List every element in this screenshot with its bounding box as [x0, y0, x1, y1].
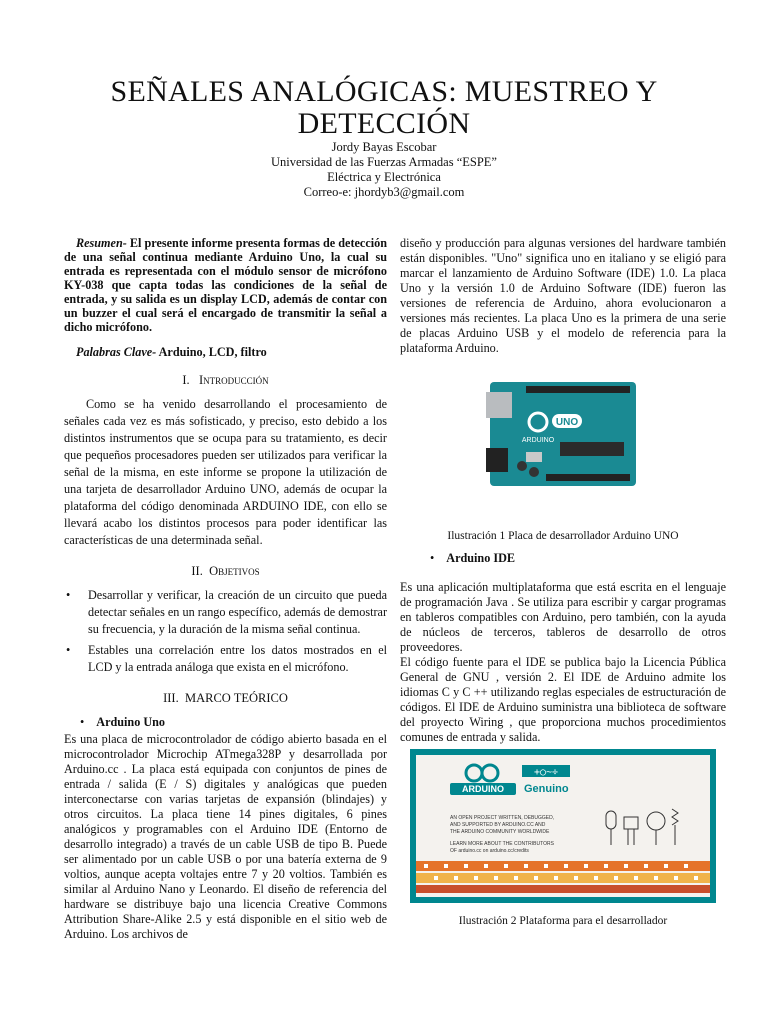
figure-1-caption: Ilustración 1 Placa de desarrollador Arduino UNO — [447, 530, 679, 542]
capacitor — [517, 461, 527, 471]
section-number: II. — [191, 564, 203, 578]
section-title: MARCO TEÓRICO — [184, 691, 288, 705]
bullet-icon: • — [66, 643, 71, 657]
crystal — [526, 452, 542, 462]
list-item — [64, 587, 387, 638]
author-block — [234, 140, 534, 200]
abstract-label: Resumen- — [76, 236, 127, 250]
ide-paragraph-1: Es una aplicación multiplataforma que está escrita en el lenguaje de programación Java . Se utiliza para escribir y cargar programas en tableros compatibles con Arduino, pero también, con la ayuda de núcleos de terceros, tableros de desarrollo de otros proveedores. — [400, 580, 726, 654]
subsection-arduino-uno — [64, 714, 387, 730]
subsection-title: Arduino IDE — [446, 551, 516, 565]
section-title: Objetivos — [209, 564, 260, 578]
figure-2-caption: Ilustración 2 Plataforma para el desarrollador — [458, 915, 668, 927]
subsection-arduino-ide — [400, 550, 726, 566]
tagline-line: AND SUPPORTED BY ARDUINO.CC AND — [450, 822, 546, 828]
keywords — [64, 344, 387, 360]
uno-label: UNO — [555, 417, 579, 428]
usb-connector — [486, 392, 512, 418]
bullet-icon: • — [66, 588, 71, 602]
digital-header — [526, 386, 630, 393]
bullet-icon: • — [430, 551, 435, 565]
section-heading-introduccion — [64, 372, 387, 388]
section-number: I. — [182, 373, 190, 387]
objective-text: Estables una correlación entre los datos mostrados en el LCD y la entrada análoga que exista en el micrófono. — [88, 643, 387, 674]
subsection-title: Arduino Uno — [96, 715, 166, 729]
arduino-ide-splash-image — [410, 749, 716, 903]
tagline-line: AN OPEN PROJECT WRITTEN, DEBUGGED, — [450, 815, 555, 821]
abstract-text: El presente informe presenta formas de detección de una señal continua mediante Arduino Uno, la cual su entrada es representada con el módulo sensor de micrófono KY-038 que capta todas las condiciones de la señal de entrada, y su salida es un display LCD, además de contar con un buzzer el cual será el encargado de transmitir la señal a dicho micrófono. — [64, 236, 387, 334]
email: Correo-e: jhordyb3@gmail.com — [303, 185, 465, 199]
arduino-wordmark: ARDUINO — [462, 784, 504, 794]
uno-paragraph: Es una placa de microcontrolador de código abierto basada en el microcontrolador Microchip ATmega328P y desarrollada por Arduino.cc . La placa está equipada con conjuntos de pines de entrada / salida (E / S) digitales y analógicas que pueden interconectarse con varias tarjetas de expansión (blindajes) y otros circuitos. La placa tiene 14 pines digitales, 6 pines analógicos y programables con el Arduino IDE (Entorno de desarrollo integrado) a través de un cable USB de tipo B. Puede ser alimentado por un cable USB o por una batería externa de 9 voltios, aunque acepta voltajes entre 7 y 20 voltios. También es similar al Arduino Nano y Leonardo. El diseño de referencia del hardware se distribuye bajo una licencia Creative Commons Attribution Share-Alike 2.5 y está disponible en el sitio web de Arduino. Los archivos de — [64, 732, 387, 941]
arduino-uno-board-image — [486, 378, 640, 490]
section-heading-objetivos — [64, 563, 387, 579]
microcontroller-chip — [560, 442, 624, 456]
list-item — [64, 642, 387, 676]
intro-paragraph: Como se ha venido desarrollando el procesamiento de señales cada vez es más sofisticado, y preciso, esto debido a los distintos instrumentos que se ocupa para su tratamiento, es decir que pequeños procesadores pueden ser utilizados para verificar la señal de la misma, en este informe se propone la utilización de una tarjeta de desarrollador Arduino UNO, además de ocupar la plataforma del código denominada ARDUINO IDE, con ello se llevará acabo los distintos procesos para poder identificar las características de una determinada señal. — [64, 397, 387, 547]
keywords-label: Palabras Clave- — [76, 345, 157, 359]
bullet-icon: • — [80, 715, 85, 729]
university: Universidad de las Fuerzas Armadas “ESPE” — [271, 155, 497, 169]
paper-title: SEÑALES ANALÓGICAS: MUESTREO Y DETECCIÓN — [110, 75, 658, 140]
objective-text: Desarrollar y verificar, la creación de un circuito que pueda detectar señales en un rango específico, además de demostrar su frecuencia, y la duración de la misma señal continua. — [88, 588, 387, 636]
department: Eléctrica y Electrónica — [327, 170, 441, 184]
analog-header — [546, 474, 630, 481]
symbol-row: +○~÷ — [533, 767, 559, 778]
left-column — [64, 236, 387, 942]
tagline-line: OF arduino.cc on arduino.cc/credits — [450, 848, 529, 854]
keywords-text: Arduino, LCD, filtro — [156, 345, 267, 359]
brand-label: ARDUINO — [521, 437, 555, 444]
ide-paragraph-2: El código fuente para el IDE se publica bajo la Licencia Pública General de GNU , versión 2. El IDE de Arduino admite los idiomas C y C ++ utilizando reglas especiales de estructuración de códigos. El IDE de Arduino suministra una biblioteca de software del proyecto Wiring , que proporciona muchos procedimientos comunes de entrada y salida. — [400, 655, 726, 744]
genuino-wordmark: Genuino — [524, 783, 569, 795]
section-title: Introducción — [199, 373, 269, 387]
uno-paragraph-continued: diseño y producción para algunas versiones del hardware también están disponibles. "Uno" significa uno en italiano y se eligió para marcar el lanzamiento de Arduino Software (IDE) 1.0. La placa Uno y la versión 1.0 de Arduino Software (IDE) fueron las versiones de referencia de Arduino, ahora evolucionaron a versiones más recientes. La placa Uno es la primera de una serie de placas Arduino USB y el modelo de referencia para la plataforma Arduino. — [400, 236, 726, 355]
section-number: III. — [163, 691, 179, 705]
tagline-line: LEARN MORE ABOUT THE CONTRIBUTORS — [450, 841, 554, 847]
capacitor — [529, 467, 539, 477]
power-jack — [486, 448, 508, 472]
abstract — [64, 236, 387, 334]
author-name: Jordy Bayas Escobar — [331, 140, 437, 154]
section-heading-marco — [64, 690, 387, 706]
objectives-list — [64, 587, 387, 676]
right-column — [400, 236, 726, 929]
tagline-line: THE ARDUINO COMMUNITY WORLDWIDE — [450, 829, 550, 835]
